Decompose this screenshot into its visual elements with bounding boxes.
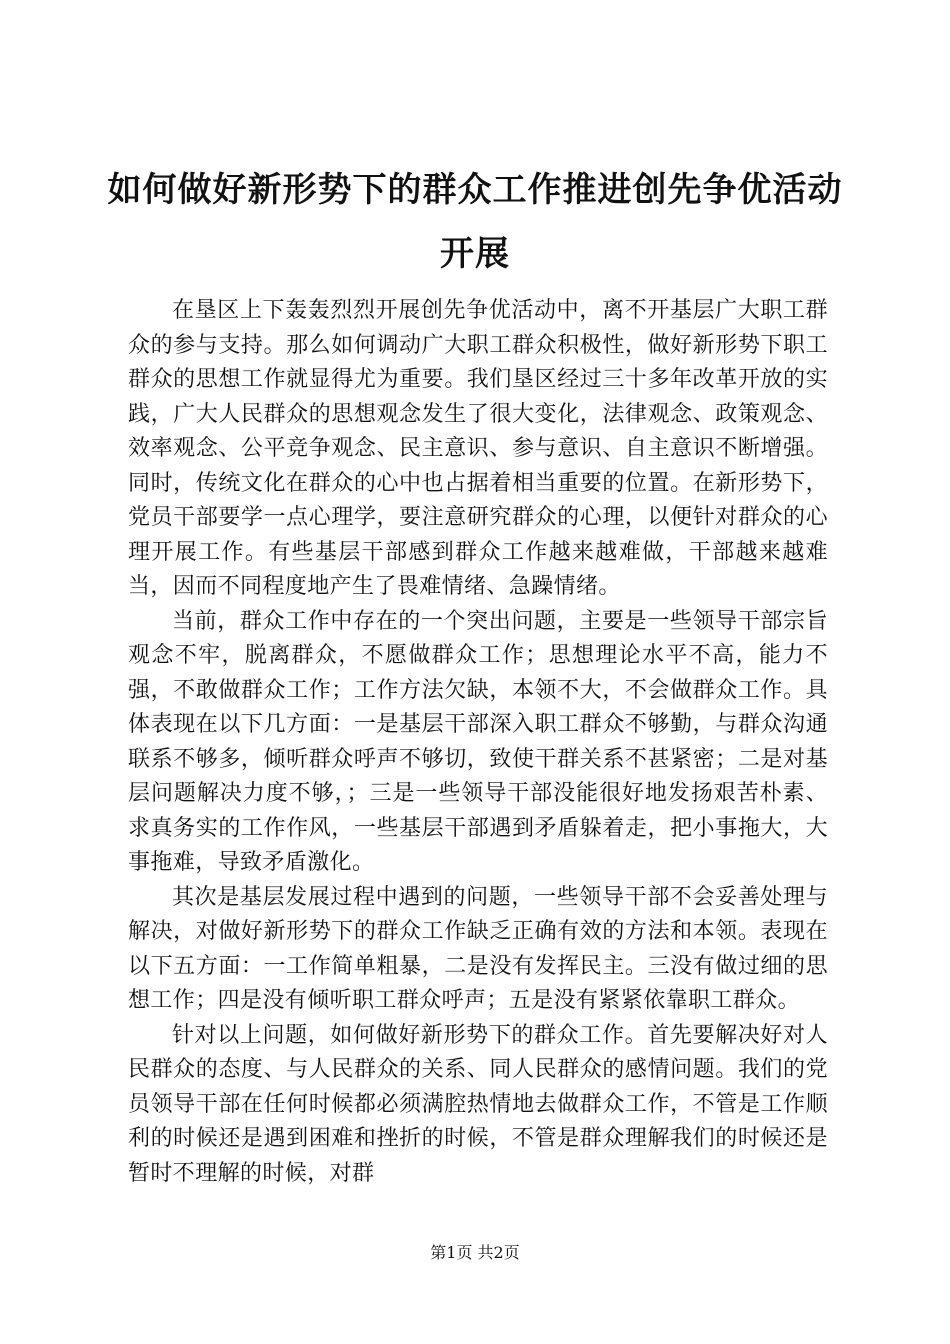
page-footer: 第1页 共2页: [430, 1243, 520, 1262]
paragraph-4: 针对以上问题，如何做好新形势下的群众工作。首先要解决好对人民群众的态度、与人民群众的关系、同人民群众的感情问题。我们的党员领导干部在任何时候都必须满腔热情地去做群众工作，不管是工作顺利的时候还是遇到困难和挫折的时候，不管是群众理解我们的时候还是暂时不理解的时候，对群: [128, 1022, 828, 1186]
paragraph-1: 在垦区上下轰轰烈烈开展创先争优活动中，离不开基层广大职工群众的参与支持。那么如何调动广大职工群众积极性，做好新形势下职工群众的思想工作就显得尤为重要。我们垦区经过三十多年改革开放的实践，广大人民群众的思想观念发生了很大变化，法律观念、政策观念、效率观念、公平竞争观念、民主意识、参与意识、自主意识不断增强。同时，传统文化在群众的心中也占据着相当重要的位置。在新形势下，党员干部要学一点心理学，要注意研究群众的心理，以便针对群众的心理开展工作。有些基层干部感到群众工作越来越难做，干部越来越难当，因而不同程度地产生了畏难情绪、急躁情绪。: [128, 298, 828, 599]
paragraph-2: 当前，群众工作中存在的一个突出问题，主要是一些领导干部宗旨观念不牢，脱离群众，不愿做群众工作；思想理论水平不高，能力不强，不敢做群众工作；工作方法欠缺，本领不大，不会做群众工作。具体表现在以下几方面：一是基层干部深入职工群众不够勤，与群众沟通联系不够多，倾听群众呼声不够切，致使干群关系不甚紧密；二是对基层问题解决力度不够，；三是一些领导干部没能很好地发扬艰苦朴素、求真务实的工作作风，一些基层干部遇到矛盾躲着走，把小事拖大，大事拖难，导致矛盾激化。: [128, 608, 828, 875]
document-body: [128, 294, 828, 1191]
document-title: 如何做好新形势下的群众工作推进创先争优活动开展: [107, 170, 843, 274]
paragraph-3: 其次是基层发展过程中遇到的问题，一些领导干部不会妥善处理与解决，对做好新形势下的群众工作缺乏正确有效的方法和本领。表现在以下五方面：一工作简单粗暴，二是没有发挥民主。三没有做过细的思想工作；四是没有倾听职工群众呼声；五是没有紧紧依靠职工群众。: [128, 884, 828, 1013]
